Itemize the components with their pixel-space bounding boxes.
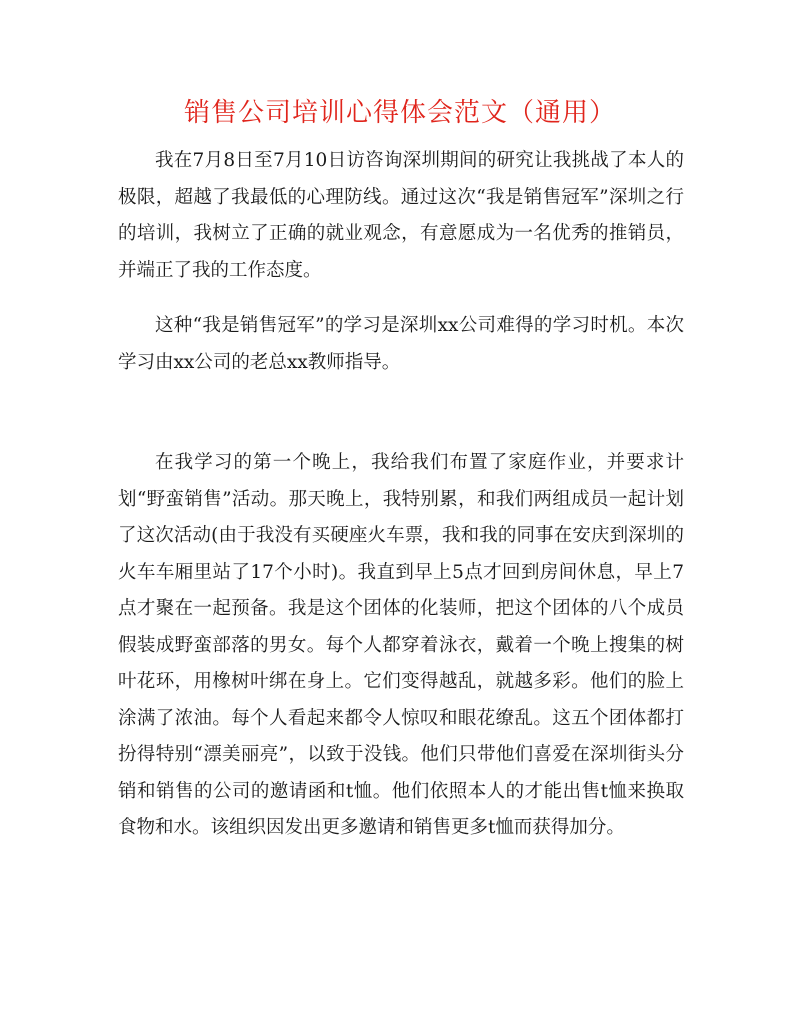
document-title: 销售公司培训心得体会范文（通用）: [183, 98, 616, 128]
paragraph-2: 这种“我是销售冠军”的学习是深圳xx公司难得的学习时机。本次学习由xx公司的老总xx教师指导。: [118, 315, 684, 373]
document-body: [118, 143, 684, 866]
paragraph-3: 在我学习的第一个晚上，我给我们布置了家庭作业，并要求计划“野蛮销售”活动。那天晚上，我特别累，和我们两组成员一起计划了这次活动(由于我没有买硬座火车票，我和我的同事在安庆到深圳的火车车厢里站了17个小时)。我直到早上5点才回到房间休息，早上7点才聚在一起预备。我是这个团体的化装师，把这个团体的八个成员假装成野蛮部落的男女。每个人都穿着泳衣，戴着一个晚上搜集的树叶花环，用橡树叶绑在身上。它们变得越乱，就越多彩。他们的脸上涂满了浓油。每个人看起来都令人惊叹和眼花缭乱。这五个团体都打扮得特别“漂美丽亮”，以致于没钱。他们只带他们喜爱在深圳街头分销和销售的公司的邀请函和t恤。他们依照本人的才能出售t恤来换取食物和水。该组织因发出更多邀请和销售更多t恤而获得加分。: [118, 452, 684, 838]
paragraph-1: 我在7月8日至7月10日访咨询深圳期间的研究让我挑战了本人的极限，超越了我最低的心理防线。通过这次“我是销售冠军”深圳之行的培训，我树立了正确的就业观念，有意愿成为一名优秀的推销员，并端正了我的工作态度。: [118, 150, 684, 281]
